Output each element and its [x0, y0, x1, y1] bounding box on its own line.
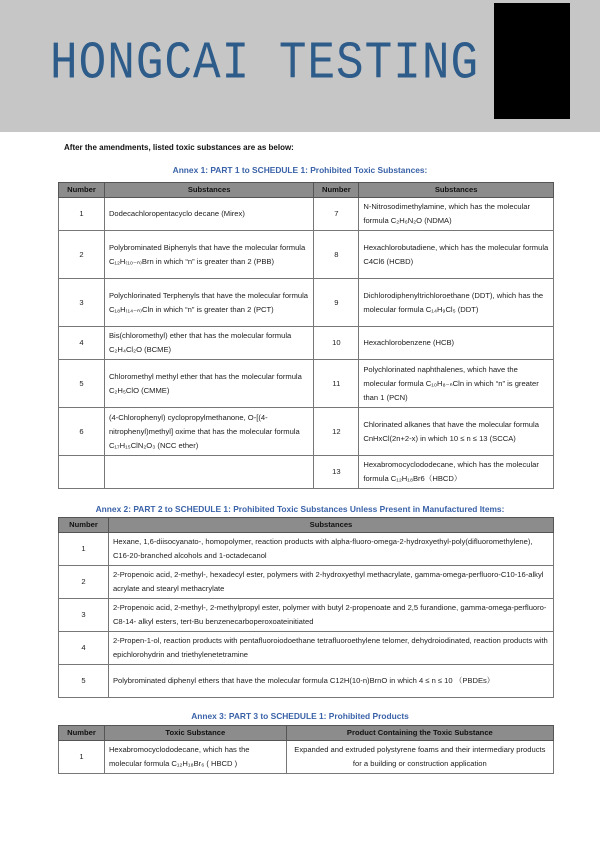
col-header-product: Product Containing the Toxic Substance: [286, 726, 553, 741]
product-cell: Expanded and extruded polystyrene foams and their intermediary products for a building or construction application: [286, 741, 553, 774]
row-number: 4: [59, 327, 105, 360]
table-row: [59, 599, 554, 632]
substance-cell: [104, 456, 313, 489]
row-number: 9: [314, 279, 359, 327]
table-row: [59, 408, 554, 456]
substance-cell: Hexachlorobenzene (HCB): [359, 327, 554, 360]
substance-cell: 2-Propen-1-ol, reaction products with pentafluoroiodoethane tetrafluoroethylene telomer, dehydroiodinated, reaction products with epichlorohydrin and triethylenetetramine: [108, 632, 553, 665]
row-number: 1: [59, 533, 109, 566]
table-row: [59, 741, 554, 774]
substance-cell: 2-Propenoic acid, 2-methyl-, 2-methylpropyl ester, polymer with butyl 2-propenoate and 2,5 furandione, gamma-omega-perfluoro-C8-14- alkyl esters, tert-Bu benzenecarboperoxoateinitiated: [108, 599, 553, 632]
row-number: 1: [59, 741, 105, 774]
header-band: [0, 0, 600, 132]
substance-cell: Hexabromocyclododecane, which has the molecular formula C₁₂H₁₈Br6（HBCD）: [359, 456, 554, 489]
substance-cell: Polychlorinated Terphenyls that have the molecular formula C₁₈H₍₁₄₋ₙ₎Cln in which “n” is greater than 2 (PCT): [104, 279, 313, 327]
annex3-table: [58, 725, 554, 774]
intro-text: After the amendments, listed toxic substances are as below:: [64, 143, 294, 152]
substance-cell: Polychlorinated naphthalenes, which have the molecular formula C₁₀H₈₋ₙCln in which “n” is greater than 1 (PCN): [359, 360, 554, 408]
substance-cell: Dichlorodiphenyltrichloroethane (DDT), which has the molecular formula C₁₄H₉Cl₅ (DDT): [359, 279, 554, 327]
substance-cell: Dodecachloropentacyclo decane (Mirex): [104, 198, 313, 231]
table-row: [59, 533, 554, 566]
substance-cell: N-Nitrosodimethylamine, which has the molecular formula C₂H₆N₂O (NDMA): [359, 198, 554, 231]
row-number: 13: [314, 456, 359, 489]
redacted-logo-block: [494, 3, 570, 119]
col-header-number: Number: [314, 183, 359, 198]
table-row: [59, 231, 554, 279]
substance-cell: Chloromethyl methyl ether that has the molecular formula C₂H₅ClO (CMME): [104, 360, 313, 408]
annex3-title: Annex 3: PART 3 to SCHEDULE 1: Prohibited Products: [191, 711, 409, 721]
annex1-header-row: [59, 183, 554, 198]
col-header-number: Number: [59, 726, 105, 741]
col-header-toxic-substance: Toxic Substance: [104, 726, 286, 741]
table-row: [59, 279, 554, 327]
row-number: 2: [59, 566, 109, 599]
row-number: 3: [59, 279, 105, 327]
row-number: 8: [314, 231, 359, 279]
table-row: [59, 665, 554, 698]
substance-cell: Hexachlorobutadiene, which has the molecular formula C4Cl6 (HCBD): [359, 231, 554, 279]
table-row: [59, 456, 554, 489]
substance-cell: Bis(chloromethyl) ether that has the molecular formula C₂H₄Cl₂O (BCME): [104, 327, 313, 360]
substance-cell: 2-Propenoic acid, 2-methyl-, hexadecyl ester, polymers with 2-hydroxyethyl methacrylate, gamma-omega-perfluoro-C10-16-alkyl acrylate and stearyl methacrylate: [108, 566, 553, 599]
table-row: [59, 198, 554, 231]
col-header-number: Number: [59, 183, 105, 198]
substance-cell: Hexane, 1,6-diisocyanato-, homopolymer, reaction products with alpha-fluoro-omega-2-hydroxyethyl-poly(difluoromethylene), C16-20-branched alcohols and 1-octadecanol: [108, 533, 553, 566]
col-header-substances: Substances: [108, 518, 553, 533]
row-number: 1: [59, 198, 105, 231]
row-number: 11: [314, 360, 359, 408]
row-number: 2: [59, 231, 105, 279]
annex3-header-row: [59, 726, 554, 741]
row-number: [59, 456, 105, 489]
row-number: 5: [59, 360, 105, 408]
substance-cell: Hexabromocyclododecane, which has the molecular formula C₁₂H₁₈Br₆ ( HBCD ): [104, 741, 286, 774]
table-row: [59, 360, 554, 408]
annex2-title: Annex 2: PART 2 to SCHEDULE 1: Prohibited Toxic Substances Unless Present in Manufactured Items:: [95, 504, 505, 514]
substance-cell: Polybrominated diphenyl ethers that have the molecular formula C12H(10-n)BrnO in which 4 ≤ n ≤ 10 （PBDEs）: [108, 665, 553, 698]
annex2-header-row: [59, 518, 554, 533]
substance-cell: (4-Chlorophenyl) cyclopropylmethanone, O-[(4-nitrophenyl)methyl] oxime that has the molecular formula C₁₇H₁₅ClN₂O₃ (NCC ether): [104, 408, 313, 456]
col-header-substances: Substances: [359, 183, 554, 198]
table-row: [59, 566, 554, 599]
table-row: [59, 632, 554, 665]
brand-title: HONGCAI TESTING: [50, 34, 480, 94]
row-number: 7: [314, 198, 359, 231]
annex2-table: [58, 517, 554, 698]
row-number: 6: [59, 408, 105, 456]
row-number: 10: [314, 327, 359, 360]
substance-cell: Chlorinated alkanes that have the molecular formula CnHxCl(2n+2-x) in which 10 ≤ n ≤ 13 (SCCA): [359, 408, 554, 456]
row-number: 3: [59, 599, 109, 632]
col-header-substances: Substances: [104, 183, 313, 198]
row-number: 5: [59, 665, 109, 698]
annex1-title: Annex 1: PART 1 to SCHEDULE 1: Prohibited Toxic Substances:: [172, 165, 428, 175]
substance-cell: Polybrominated Biphenyls that have the molecular formula C₁₂H₍₁₀₋ₙ₎Brn in which “n” is greater than 2 (PBB): [104, 231, 313, 279]
row-number: 12: [314, 408, 359, 456]
annex1-table: [58, 182, 554, 489]
table-row: [59, 327, 554, 360]
row-number: 4: [59, 632, 109, 665]
col-header-number: Number: [59, 518, 109, 533]
